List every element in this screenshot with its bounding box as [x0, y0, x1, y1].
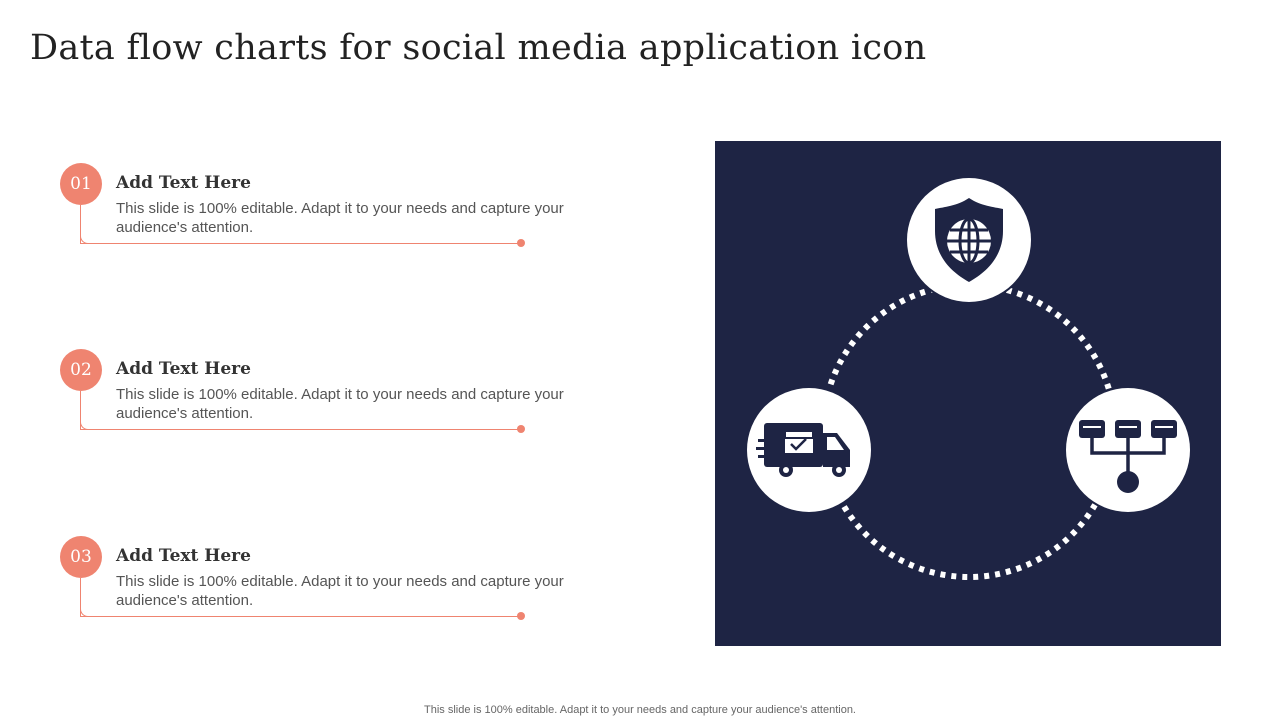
delivery-truck-icon	[745, 386, 873, 514]
underline	[80, 616, 522, 617]
number-badge: 03	[60, 536, 102, 578]
item-heading: Add Text Here	[116, 173, 251, 193]
cycle-diagram	[715, 141, 1221, 646]
cycle-diagram-panel	[715, 141, 1221, 646]
end-dot	[517, 612, 525, 620]
shield-globe-icon	[905, 176, 1033, 304]
underline	[80, 429, 522, 430]
network-hierarchy-icon	[1064, 386, 1192, 514]
list-item-02	[58, 349, 618, 459]
footer-note: This slide is 100% editable. Adapt it to your needs and capture your audience's attention.	[424, 704, 856, 716]
item-description: This slide is 100% editable. Adapt it to your needs and capture your audience's attention.	[116, 573, 564, 609]
end-dot	[517, 239, 525, 247]
list-item-01	[58, 163, 618, 273]
item-description: This slide is 100% editable. Adapt it to your needs and capture your audience's attention.	[116, 200, 564, 236]
item-description: This slide is 100% editable. Adapt it to your needs and capture your audience's attention.	[116, 386, 564, 422]
item-heading: Add Text Here	[116, 359, 251, 379]
underline	[80, 243, 522, 244]
page-title: Data flow charts for social media application icon	[30, 28, 927, 68]
item-heading: Add Text Here	[116, 546, 251, 566]
number-badge: 01	[60, 163, 102, 205]
end-dot	[517, 425, 525, 433]
number-badge: 02	[60, 349, 102, 391]
list-item-03	[58, 536, 618, 646]
